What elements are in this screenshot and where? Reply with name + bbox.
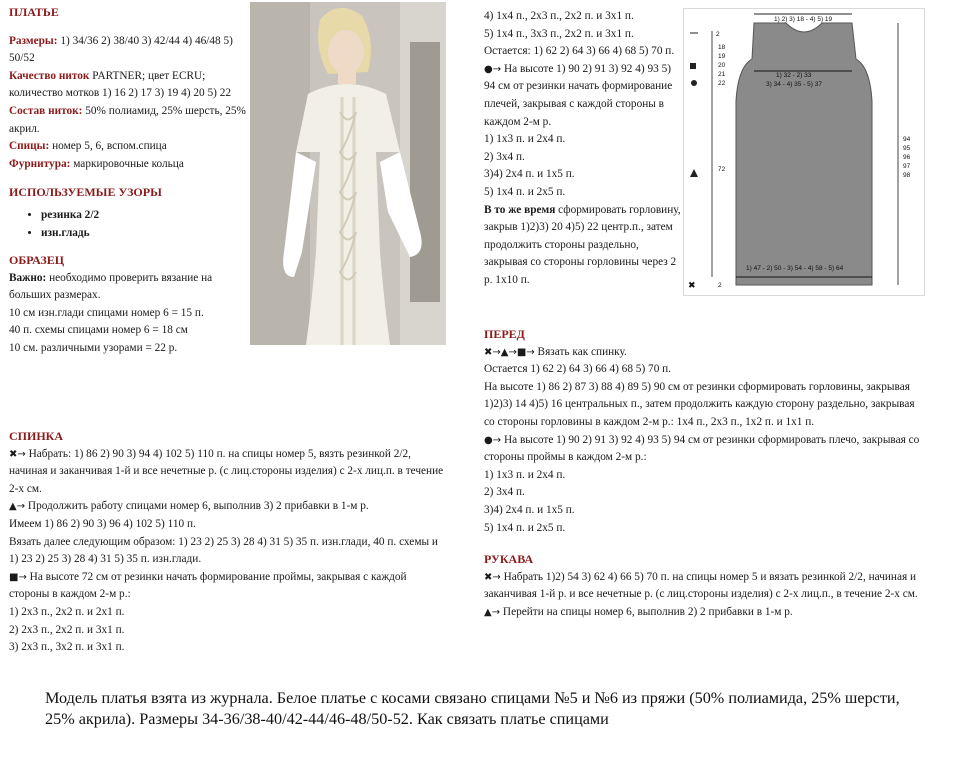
gauge-heading: ОБРАЗЕЦ — [9, 252, 65, 267]
arrow-right-icon: → — [492, 346, 501, 358]
arrow-right-icon: → — [492, 434, 502, 446]
front-line: Остается 1) 62 2) 64 3) 66 4) 68 5) 70 п. — [484, 363, 672, 376]
square-icon: ■ — [9, 571, 19, 583]
schematic-top-width: 1) 2) 3) 18 - 4) 5) 19 — [774, 16, 833, 23]
armhole-step: 4) 1x4 п., 2x3 п., 2x2 п. и 3x1 п. — [484, 10, 634, 22]
pattern-schematic — [683, 8, 925, 296]
front-line: ●→ На высоте 1) 90 2) 91 3) 92 4) 93 5) 94 см от резинки сформировать плечо, закрывая со стороны проймы в каждом 2-м р.: — [484, 433, 920, 464]
shoulder-step: 3)4) 2x4 п. и 1x5 п. — [484, 168, 575, 181]
middle-column — [484, 8, 684, 290]
sleeves-heading: РУКАВА — [484, 552, 534, 567]
dress-photo — [250, 2, 446, 345]
square-icon: ■ — [516, 346, 527, 358]
triangle-up-icon: ▲ — [500, 346, 509, 358]
spec-needles: Спицы: номер 5, 6, вспом.спица — [9, 140, 167, 153]
arrow-right-icon: → — [16, 501, 26, 513]
sleeves-line: ▲→ Перейти на спицы номер 6, выполнив 2) 2 прибавки в 1-м р. — [484, 605, 793, 618]
circle-icon: ● — [484, 434, 493, 446]
back-armhole: ■→ На высоте 72 см от резинки начать формирование проймы, закрывая с каждой стороны в каждом 2-м р.: — [9, 570, 407, 601]
arrow-right-icon: → — [508, 346, 517, 358]
back-heading: СПИНКА — [9, 429, 64, 443]
arrow-right-icon: → — [491, 606, 501, 618]
schematic-left-mark: 21 — [718, 71, 726, 78]
schematic-mid-width: 1) 32 - 2) 33 — [776, 72, 812, 79]
list-item: • резинка 2/2 — [41, 206, 247, 224]
schematic-left-mark: 22 — [718, 80, 726, 87]
schematic-right-mark: 94 — [903, 136, 911, 143]
back-same-time: В то же время сформировать горловину, закрыв 1)2)3) 20 4)5) 22 центр.п., затем продолжить стороны раздельно, закрывая со стороны горловины через 2 р. 1x10 п. — [484, 203, 681, 286]
shoulder-step: 5) 1x4 п. и 2x5 п. — [484, 185, 566, 198]
front-step: 5) 1x4 п. и 2x5 п. — [484, 521, 566, 534]
cross-icon: ✖ — [484, 571, 493, 583]
arrow-right-icon: → — [492, 571, 501, 583]
circle-icon: ● — [484, 63, 493, 75]
list-item: • изн.гладь — [41, 224, 247, 242]
sleeves-line: ✖→ Набрать 1)2) 54 3) 62 4) 66 5) 70 п. на спицы номер 5 и вязать резинкой 2/2, начиная и заканчивая 1-й р. и все нечетные р. (с лиц.стороны изделия) с 2-х лиц.п., в течение 2-х см. — [484, 570, 918, 601]
patterns-heading: ИСПОЛЬЗУЕМЫЕ УЗОРЫ — [9, 185, 162, 200]
armhole-step: 5) 1x4 п., 3x3 п., 2x2 п. и 3x1 п. — [484, 27, 634, 40]
schematic-left-top: 2 — [716, 31, 720, 38]
front-line: ✖→▲→■→ Вязать как спинку. — [484, 345, 627, 358]
shoulder-step: 1) 1x3 п. и 2x4 п. — [484, 133, 566, 146]
front-heading: ПЕРЕД — [484, 327, 525, 341]
schematic-right-mark: 98 — [903, 172, 911, 179]
spec-accessories: Фурнитура: маркировочные кольца — [9, 157, 184, 170]
cross-icon: ✖ — [9, 448, 18, 460]
front-and-sleeves — [484, 326, 924, 622]
arrow-right-icon: → — [526, 346, 535, 358]
left-column — [9, 4, 247, 358]
schematic-left-mark: 20 — [718, 62, 726, 69]
front-step: 3)4) 2x4 п. и 1x5 п. — [484, 503, 575, 516]
cross-icon: ✖ — [484, 346, 493, 358]
front-step: 2) 3x4 п. — [484, 486, 525, 499]
schematic-right-mark: 95 — [903, 145, 911, 152]
back-pattern: Вязать далее следующим образом: 1) 23 2) 25 3) 28 4) 31 5) 35 п. изн.глади, 40 п. схемы и 1) 23 2) 25 3) 28 4) 31 5) 35 п. изн.глади. — [9, 535, 438, 566]
page-title: ПЛАТЬЕ — [9, 5, 59, 19]
schematic-drawing — [684, 9, 924, 295]
schematic-left-mark: 18 — [718, 44, 726, 51]
front-line: На высоте 1) 86 2) 87 3) 88 4) 89 5) 90 см от резинки сформировать горловины, закрывая 1)2)3) 14 4)5) 16 центральных п., затем продолжить каждую сторону раздельно, закрывая со стороны горловины в каждом 2-м р.: 1x4 п., 2x3 п., 1x2 п. и 1x1 п. — [484, 380, 915, 428]
back-section — [9, 428, 449, 657]
back-increase: ▲→ Продолжить работу спицами номер 6, выполнив 3) 2 прибавки в 1-м р. — [9, 500, 369, 513]
cross-icon: ✖ — [688, 280, 696, 290]
schematic-height: 72 — [718, 166, 726, 173]
spec-composition: Состав ниток: 50% полиамид, 25% шерсть, 25% акрил. — [9, 104, 246, 135]
spec-sizes: Размеры: 1) 34/36 2) 38/40 3) 42/44 4) 46/48 5) 50/52 — [9, 34, 233, 65]
schematic-bottom-width: 1) 47 - 2) 50 - 3) 54 - 4) 58 - 5) 64 — [746, 265, 844, 272]
spec-yarn: Качество ниток PARTNER; цвет ECRU; количество мотков 1) 16 2) 17 3) 19 4) 20 5) 22 — [9, 69, 232, 100]
dress-photo-illustration — [250, 2, 446, 345]
gauge-important: Важно: необходимо проверить вязание на больших размерах. — [9, 271, 213, 302]
armhole-step: 3) 2x3 п., 3x2 п. и 3x1 п. — [9, 641, 125, 654]
schematic-right-mark: 96 — [903, 154, 911, 161]
back-remain: Остается: 1) 62 2) 64 3) 66 4) 68 5) 70 п. — [484, 45, 675, 58]
circle-icon — [691, 80, 697, 86]
schematic-bottom-left: 2 — [718, 282, 722, 289]
gauge-line: 40 п. схемы спицами номер 6 = 18 см — [9, 324, 188, 337]
patterns-list — [9, 206, 247, 242]
back-have: Имеем 1) 86 2) 90 3) 96 4) 102 5) 110 п. — [9, 517, 196, 530]
arrow-right-icon: → — [492, 63, 502, 75]
schematic-right-mark: 97 — [903, 163, 911, 170]
triangle-up-icon: ▲ — [9, 501, 17, 513]
shoulder-step: 2) 3x4 п. — [484, 150, 525, 163]
triangle-up-icon: ▲ — [484, 606, 492, 618]
armhole-step: 2) 2x3 п., 2x2 п. и 3x1 п. — [9, 623, 125, 636]
front-step: 1) 1x3 п. и 2x4 п. — [484, 468, 566, 481]
triangle-up-icon — [690, 169, 698, 177]
schematic-mid-width2: 3) 34 - 4) 35 - 5) 37 — [766, 81, 822, 88]
gauge-line: 10 см изн.глади спицами номер 6 = 15 п. — [9, 306, 204, 319]
gauge-line: 10 см. различными узорами = 22 р. — [9, 341, 178, 354]
square-icon — [690, 63, 696, 69]
back-shoulders: ●→ На высоте 1) 90 2) 91 3) 92 4) 93 5) 94 см от резинки начать формирование плечей, закрывая с каждой стороны в каждом 2-м р. — [484, 62, 673, 128]
caption: Модель платья взята из журнала. Белое платье с косами связано спицами №5 и №6 из пряжи (50% полиамида, 25% шерсти, 25% акрила). Размеры 34-36/38-40/42-44/46-48/50-52. Как связать платье спицами — [45, 689, 900, 728]
armhole-step: 1) 2x3 п., 2x2 п. и 2x1 п. — [9, 605, 125, 618]
schematic-left-mark: 19 — [718, 53, 726, 60]
arrow-right-icon: → — [17, 448, 26, 460]
back-cast-on: ✖→ Набрать: 1) 86 2) 90 3) 94 4) 102 5) 110 п. на спицы номер 5, вязть резинкой 2/2, начиная и заканчивая 1-й и все нечетные р. (с лиц.стороны изделия) с 2-х лиц.п. в течение 2-х см. — [9, 447, 444, 495]
arrow-right-icon: → — [18, 571, 27, 583]
